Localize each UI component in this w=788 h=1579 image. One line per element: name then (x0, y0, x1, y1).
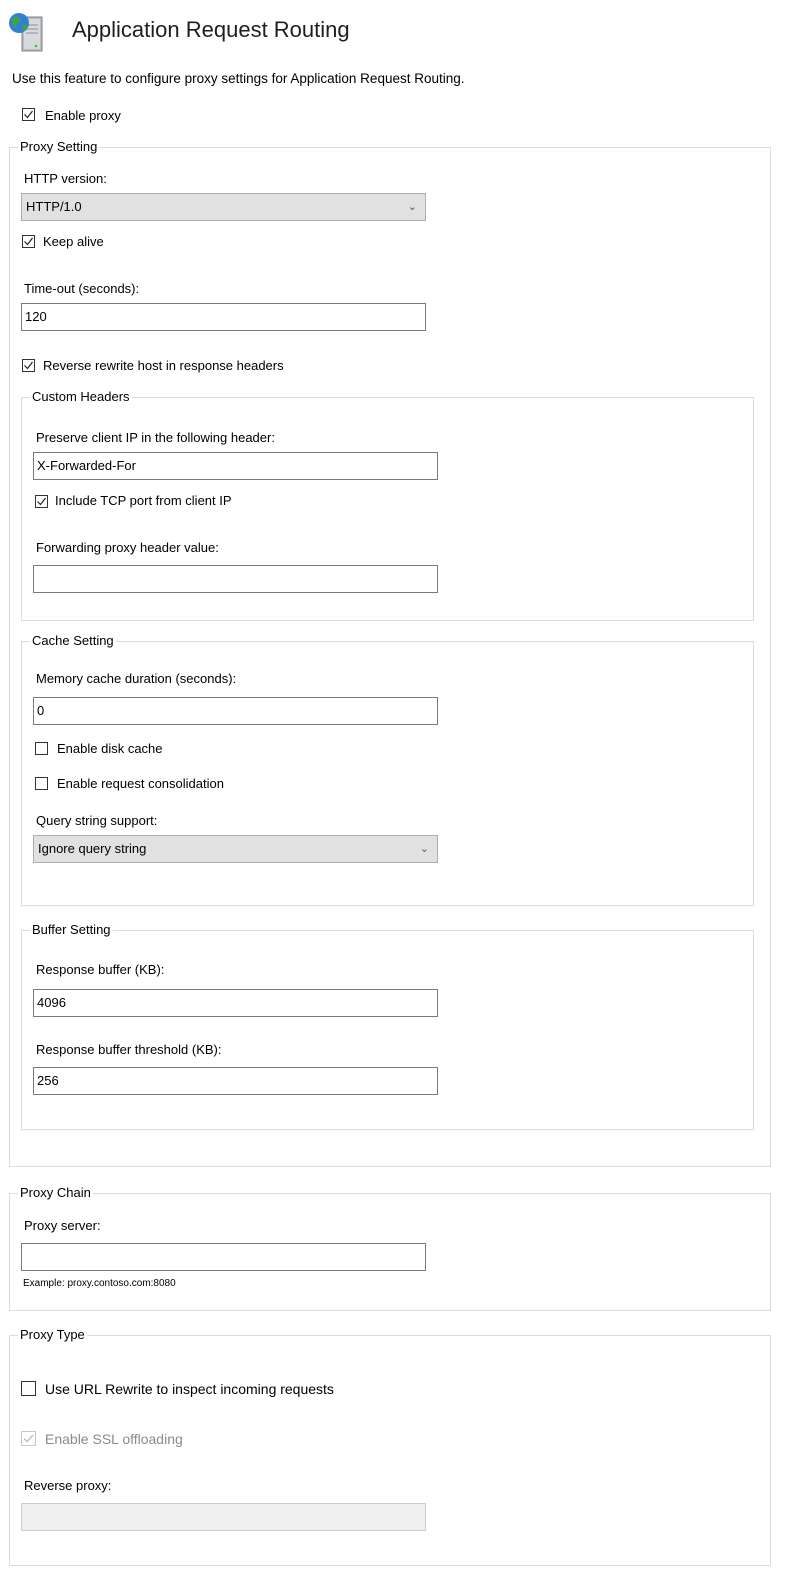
memory-cache-input[interactable]: 0 (33, 697, 438, 725)
reverse-rewrite-label: Reverse rewrite host in response headers (43, 358, 284, 373)
forwarding-input[interactable] (33, 565, 438, 593)
proxy-server-example: Example: proxy.contoso.com:8080 (23, 1278, 176, 1289)
request-consolidation-checkbox[interactable] (35, 777, 48, 790)
reverse-proxy-input[interactable] (21, 1503, 426, 1531)
timeout-input[interactable]: 120 (21, 303, 426, 331)
response-buffer-label: Response buffer (KB): (36, 962, 165, 977)
chevron-down-icon: ⌄ (407, 201, 417, 213)
disk-cache-checkbox[interactable] (35, 742, 48, 755)
proxy-setting-legend: Proxy Setting (20, 139, 98, 154)
enable-proxy-checkbox[interactable] (22, 108, 35, 121)
include-tcp-port-label: Include TCP port from client IP (55, 493, 232, 508)
url-rewrite-checkbox[interactable] (21, 1381, 36, 1396)
ssl-offloading-label: Enable SSL offloading (45, 1431, 183, 1447)
globe-server-icon (8, 11, 44, 53)
buffer-setting-group (21, 930, 754, 1130)
preserve-ip-label: Preserve client IP in the following header: (36, 430, 275, 445)
forwarding-label: Forwarding proxy header value: (36, 540, 219, 555)
cache-setting-legend: Cache Setting (32, 633, 114, 648)
http-version-select[interactable] (21, 193, 426, 221)
threshold-input[interactable]: 256 (33, 1067, 438, 1095)
custom-headers-legend: Custom Headers (32, 389, 130, 404)
buffer-setting-legend: Buffer Setting (32, 922, 111, 937)
reverse-rewrite-checkbox[interactable] (22, 359, 35, 372)
enable-proxy-label: Enable proxy (45, 108, 121, 123)
proxy-type-legend: Proxy Type (20, 1327, 85, 1342)
reverse-proxy-label: Reverse proxy: (24, 1478, 112, 1493)
disk-cache-label: Enable disk cache (57, 741, 163, 756)
proxy-server-label: Proxy server: (24, 1218, 101, 1233)
preserve-ip-input[interactable]: X-Forwarded-For (33, 452, 438, 480)
page-title: Application Request Routing (72, 17, 350, 42)
http-version-label: HTTP version: (24, 171, 107, 186)
proxy-type-group (9, 1335, 771, 1566)
proxy-chain-legend: Proxy Chain (20, 1185, 91, 1200)
keep-alive-label: Keep alive (43, 234, 104, 249)
url-rewrite-label: Use URL Rewrite to inspect incoming requests (45, 1381, 334, 1397)
query-string-label: Query string support: (36, 813, 158, 828)
memory-cache-label: Memory cache duration (seconds): (36, 671, 237, 686)
request-consolidation-label: Enable request consolidation (57, 776, 224, 791)
chevron-down-icon: ⌄ (419, 843, 429, 855)
proxy-server-input[interactable] (21, 1243, 426, 1271)
response-buffer-input[interactable]: 4096 (33, 989, 438, 1017)
include-tcp-port-checkbox[interactable] (35, 495, 48, 508)
timeout-label: Time-out (seconds): (24, 281, 140, 296)
ssl-offloading-checkbox[interactable] (21, 1431, 36, 1446)
query-string-select[interactable] (33, 835, 438, 863)
query-string-value: Ignore query string (38, 841, 147, 856)
threshold-label: Response buffer threshold (KB): (36, 1042, 222, 1057)
page-description: Use this feature to configure proxy settings for Application Request Routing. (12, 71, 465, 86)
http-version-value: HTTP/1.0 (26, 199, 82, 214)
keep-alive-checkbox[interactable] (22, 235, 35, 248)
